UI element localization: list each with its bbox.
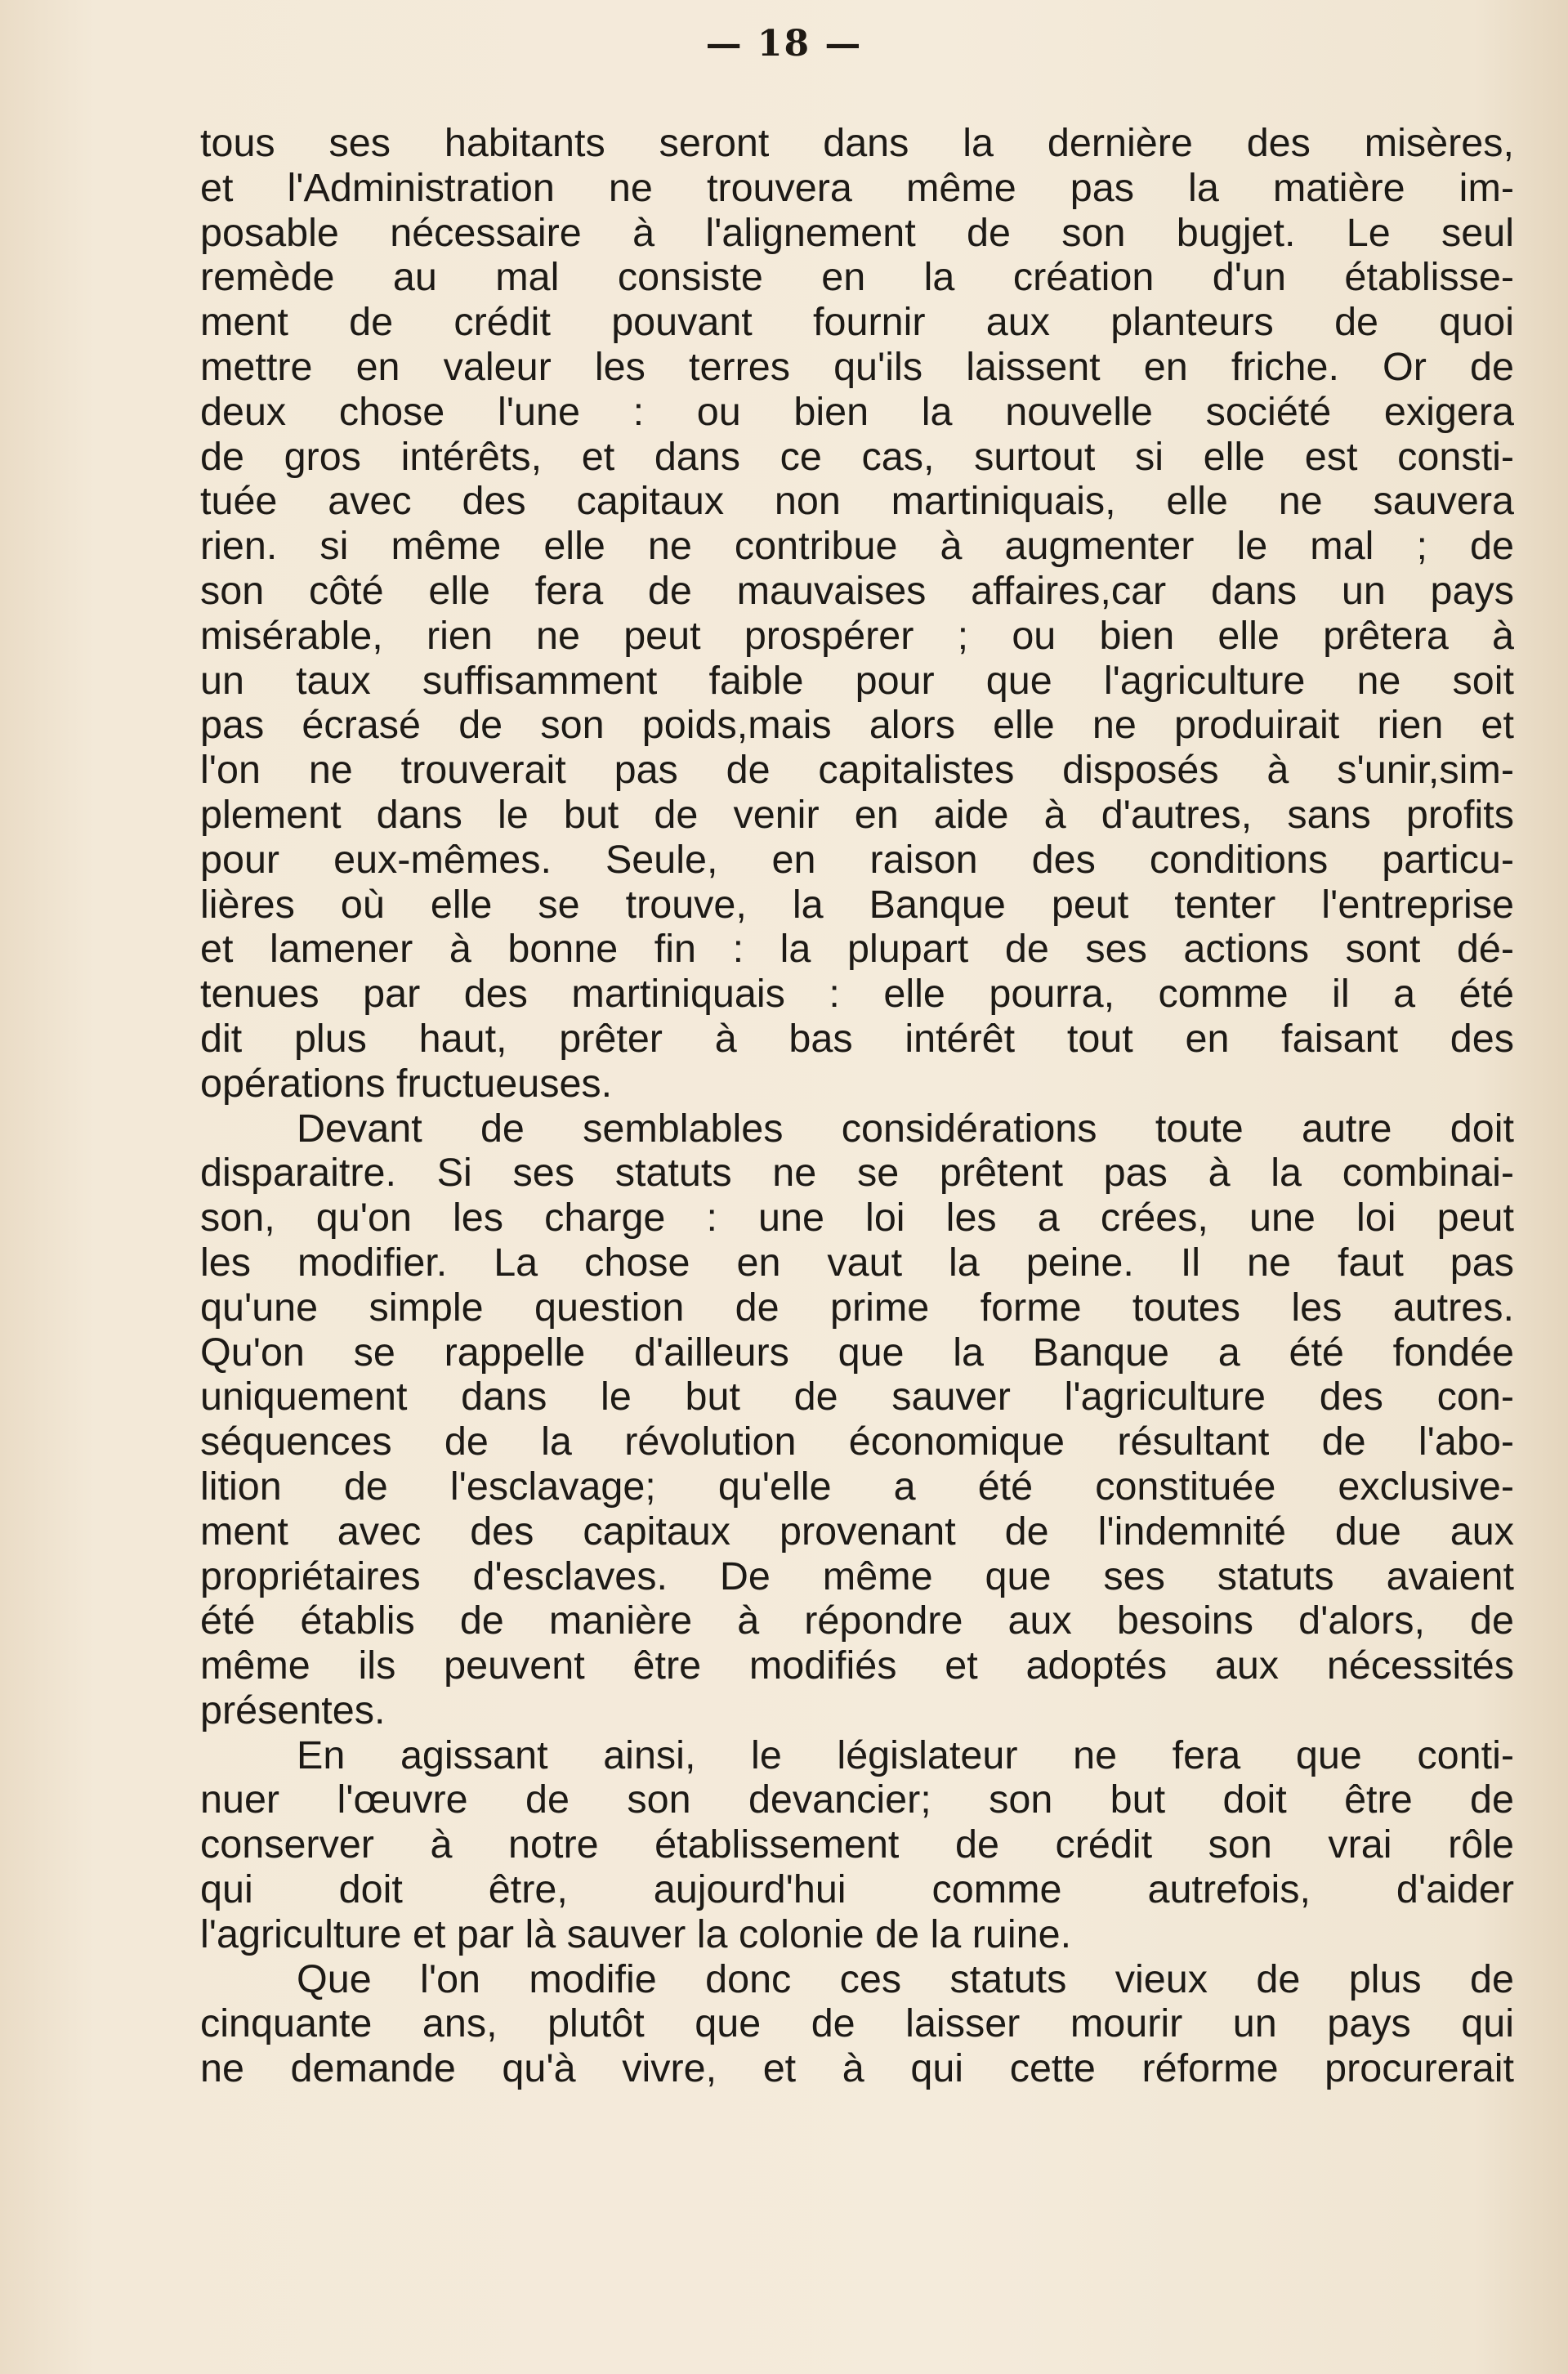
text-line: qu'une simple question de prime forme toutes les autres.	[200, 1285, 1514, 1330]
text-line: En agissant ainsi, le législateur ne fera que conti-	[297, 1732, 1514, 1777]
text-line: plement dans le but de venir en aide à d'autres, sans profits	[200, 792, 1514, 837]
text-line: Devant de semblables considérations toute autre doit	[297, 1106, 1514, 1151]
page-number: — 18 —	[705, 23, 863, 65]
text-line: misérable, rien ne peut prospérer ; ou bien elle prêtera à	[200, 613, 1514, 658]
text-line: deux chose l'une : ou bien la nouvelle société exigera	[200, 389, 1514, 434]
text-line: son, qu'on les charge : une loi les a crées, une loi peut	[200, 1196, 1514, 1241]
text-line: les modifier. La chose en vaut la peine. Il ne faut pas	[200, 1240, 1514, 1285]
text-line: lition de l'esclavage; qu'elle a été constituée exclusive-	[200, 1464, 1514, 1509]
text-line: ment avec des capitaux provenant de l'indemnité due aux	[200, 1509, 1514, 1554]
text-line: tuée avec des capitaux non martiniquais, elle ne sauvera	[200, 479, 1514, 524]
text-line: pas écrasé de son poids,mais alors elle ne produirait rien et	[200, 703, 1514, 748]
text-line: même ils peuvent être modifiés et adoptés aux nécessités	[200, 1643, 1514, 1688]
paragraph-3	[200, 1733, 1514, 1957]
text-line: son côté elle fera de mauvaises affaires,car dans un pays	[200, 568, 1514, 613]
text-line: conserver à notre établissement de crédit son vrai rôle	[200, 1822, 1514, 1867]
text-line: séquences de la révolution économique résultant de l'abo-	[200, 1419, 1514, 1464]
text-line: Que l'on modifie donc ces statuts vieux de plus de	[297, 1956, 1514, 2001]
text-line: nuer l'œuvre de son devancier; son but doit être de	[200, 1777, 1514, 1822]
text-line: disparaitre. Si ses statuts ne se prêtent pas à la combinai-	[200, 1151, 1514, 1196]
text-line: opérations fructueuses.	[200, 1061, 613, 1106]
paragraph-4	[200, 1957, 1514, 2091]
paragraph-1	[200, 121, 1514, 1107]
text-line: mettre en valeur les terres qu'ils laissent en friche. Or de	[200, 344, 1514, 389]
text-line: et l'Administration ne trouvera même pas la matière im-	[200, 165, 1514, 210]
text-line: l'on ne trouverait pas de capitalistes disposés à s'unir,sim-	[200, 748, 1514, 793]
text-line: dit plus haut, prêter à bas intérêt tout en faisant des	[200, 1016, 1514, 1061]
text-line: ment de crédit pouvant fournir aux planteurs de quoi	[200, 300, 1514, 345]
text-line: l'agriculture et par là sauver la colonie de la ruine.	[200, 1911, 1072, 1956]
text-line: pour eux-mêmes. Seule, en raison des conditions particu-	[200, 837, 1514, 882]
text-line: ne demande qu'à vivre, et à qui cette réforme procurerait	[200, 2046, 1514, 2091]
text-line: rien. si même elle ne contribue à augmenter le mal ; de	[200, 524, 1514, 569]
text-line: de gros intérêts, et dans ce cas, surtout si elle est consti-	[200, 434, 1514, 479]
body-text	[200, 121, 1514, 2091]
text-line: et lamener à bonne fin : la plupart de ses actions sont dé-	[200, 927, 1514, 972]
text-line: Qu'on se rappelle d'ailleurs que la Banque a été fondée	[200, 1330, 1514, 1375]
text-line: cinquante ans, plutôt que de laisser mourir un pays qui	[200, 2001, 1514, 2046]
text-line: qui doit être, aujourd'hui comme autrefois, d'aider	[200, 1867, 1514, 1912]
text-line: propriétaires d'esclaves. De même que ses statuts avaient	[200, 1554, 1514, 1598]
text-line: un taux suffisamment faible pour que l'agriculture ne soit	[200, 658, 1514, 703]
text-line: tenues par des martiniquais : elle pourra, comme il a été	[200, 972, 1514, 1017]
text-line: présentes.	[200, 1688, 386, 1732]
text-line: posable nécessaire à l'alignement de son bugjet. Le seul	[200, 210, 1514, 255]
text-line: remède au mal consiste en la création d'un établisse-	[200, 255, 1514, 300]
text-line: lières où elle se trouve, la Banque peut tenter l'entreprise	[200, 882, 1514, 927]
paragraph-2	[200, 1107, 1514, 1733]
text-line: tous ses habitants seront dans la dernière des misères,	[200, 121, 1514, 165]
text-line: été établis de manière à répondre aux besoins d'alors, de	[200, 1598, 1514, 1643]
text-line: uniquement dans le but de sauver l'agriculture des con-	[200, 1375, 1514, 1419]
